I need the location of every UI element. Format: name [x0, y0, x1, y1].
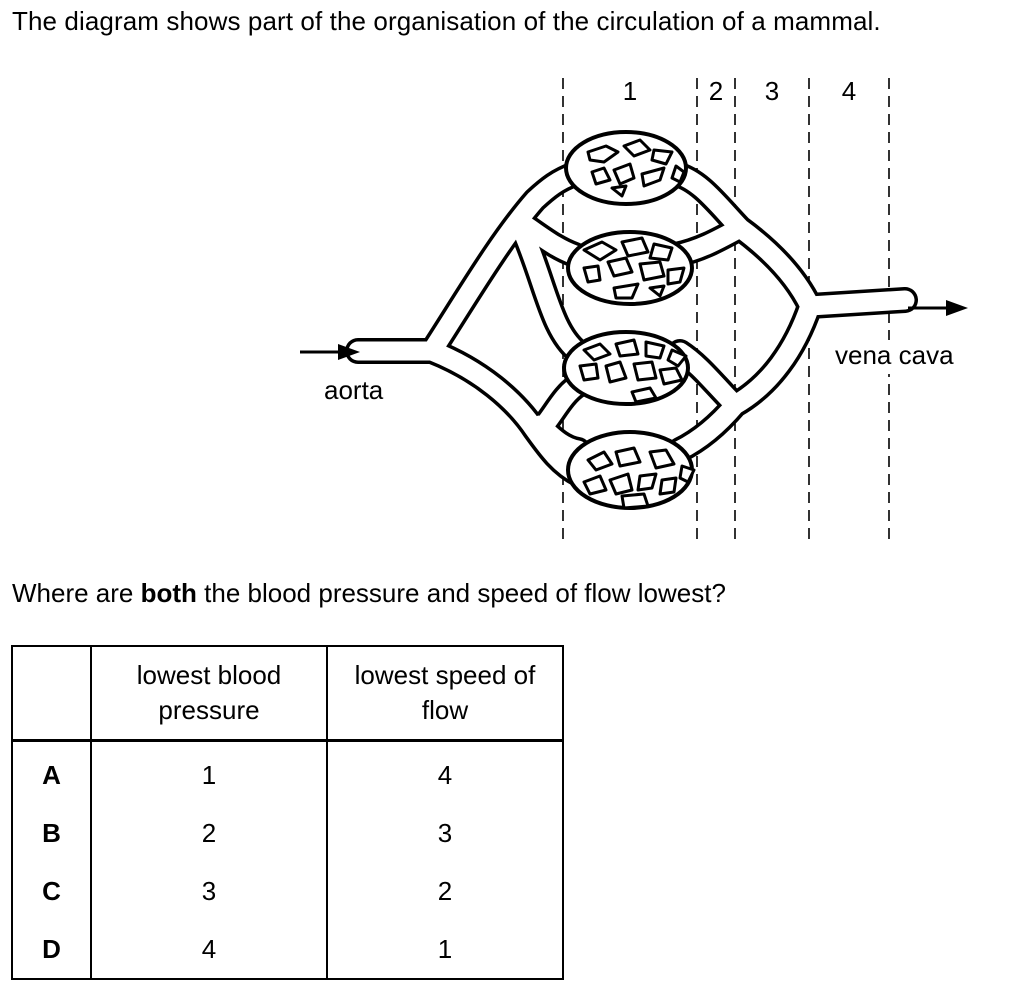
table-header-row [12, 646, 563, 741]
table-row [12, 741, 563, 805]
option-letter: B [12, 804, 91, 862]
capillary-bed-1 [566, 132, 686, 204]
table-row [12, 920, 563, 979]
capillary-bed-2 [568, 232, 692, 304]
pressure-cell: 4 [91, 920, 327, 979]
vessel-network [358, 174, 905, 475]
pressure-cell: 2 [91, 804, 327, 862]
intro-text: The diagram shows part of the organisation of the circulation of a mammal. [12, 6, 881, 36]
header-speed: lowest speed of flow [327, 646, 563, 741]
header-option [12, 646, 91, 741]
capillary-bed-3 [564, 332, 688, 404]
capillary-bed-4 [568, 432, 694, 508]
region-label-2: 2 [708, 76, 724, 106]
region-label-1: 1 [622, 76, 638, 106]
speed-cell: 2 [327, 862, 563, 920]
option-letter: C [12, 862, 91, 920]
capillary-beds [564, 132, 694, 508]
pressure-cell: 3 [91, 862, 327, 920]
question-emphasis: both [140, 578, 197, 608]
header-pressure: lowest blood pressure [91, 646, 327, 741]
speed-cell: 4 [327, 741, 563, 805]
region-label-3: 3 [764, 76, 780, 106]
aorta-label: aorta [324, 375, 384, 405]
speed-cell: 1 [327, 920, 563, 979]
question-text: Where are both the blood pressure and speed of flow lowest? [12, 578, 726, 608]
region-label-4: 4 [841, 76, 857, 106]
answer-table [11, 645, 564, 980]
vena-cava-label: vena cava [835, 340, 954, 370]
table-row [12, 862, 563, 920]
pressure-cell: 1 [91, 741, 327, 805]
option-letter: A [12, 741, 91, 805]
table-row [12, 804, 563, 862]
speed-cell: 3 [327, 804, 563, 862]
option-letter: D [12, 920, 91, 979]
